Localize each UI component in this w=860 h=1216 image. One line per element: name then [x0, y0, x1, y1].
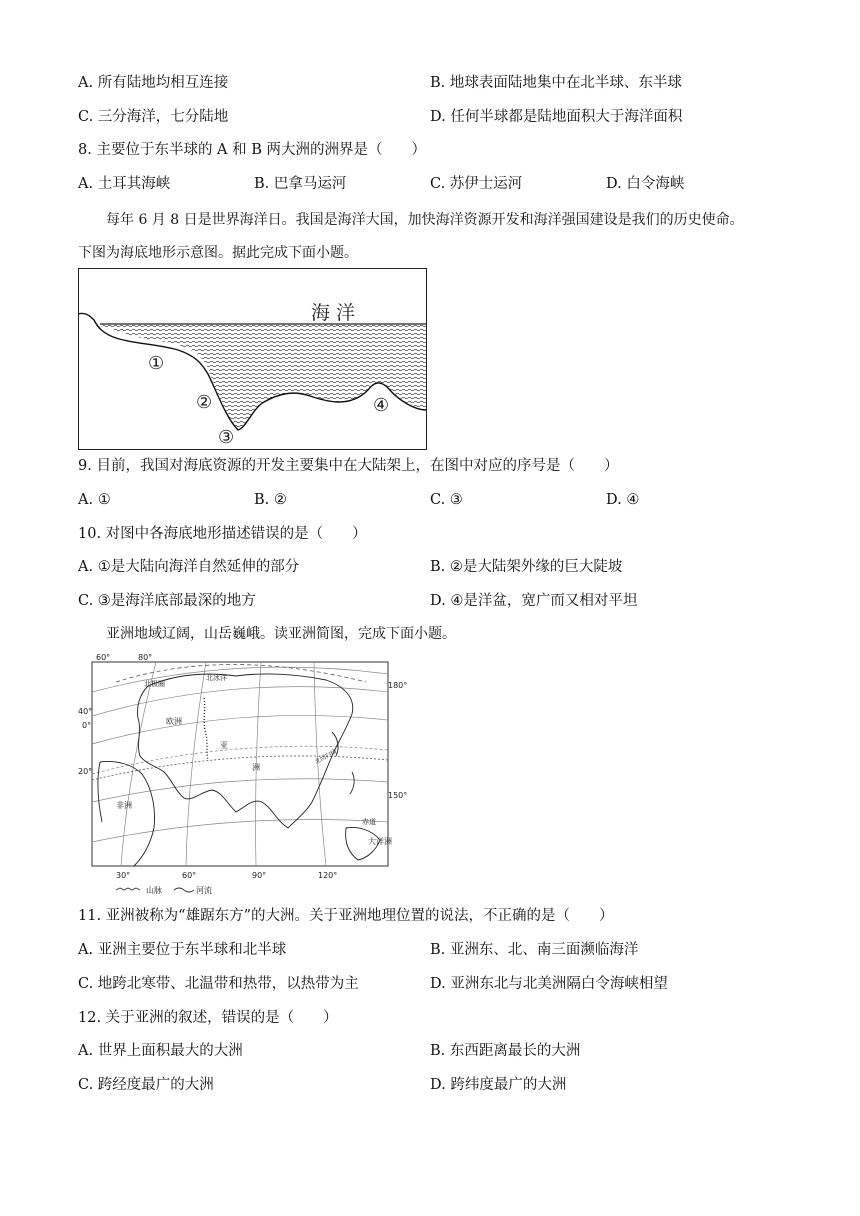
legend-mountain-icon — [116, 888, 140, 890]
passage-ocean-line1: 每年 6 月 8 日是世界海洋日。我国是海洋大国，加快海洋资源开发和海洋强国建设是我们的历史使命。 — [106, 212, 744, 228]
lat-label-40: 40° — [78, 707, 93, 716]
seafloor-diagram — [78, 268, 428, 450]
lat-label-20: 20° — [78, 767, 93, 776]
legend-river-label: 河流 — [196, 886, 212, 895]
q12-option-a: A. 世界上面积最大的大洲 — [78, 1043, 243, 1059]
label-europe: 欧洲 — [166, 717, 182, 726]
q8-option-c: C. 苏伊士运河 — [430, 176, 523, 192]
lon-label-180: 180° — [388, 681, 408, 690]
label-3: ③ — [218, 427, 235, 448]
label-asia-zhou: 洲 — [252, 763, 260, 772]
lon-label-60: 60° — [182, 871, 197, 880]
q10-option-d: D. ④是洋盆，宽广而又相对平坦 — [430, 593, 638, 609]
ocean-label: 海 洋 — [311, 302, 356, 324]
q8-option-a: A. 土耳其海峡 — [78, 176, 171, 192]
asia-map — [76, 652, 416, 898]
label-oceania: 大洋洲 — [368, 837, 392, 846]
label-asia-ya: 亚 — [220, 741, 228, 750]
q9-option-c: C. ③ — [430, 492, 463, 508]
q11-option-c: C. 地跨北寒带、北温带和热带，以热带为主 — [78, 976, 359, 992]
lon-label-120: 120° — [318, 871, 338, 880]
q11-option-a: A. 亚洲主要位于东半球和北半球 — [78, 942, 287, 958]
q7-option-d: D. 任何半球都是陆地面积大于海洋面积 — [430, 109, 683, 125]
lat-label-60: 60° — [96, 653, 111, 662]
q12-option-c: C. 跨经度最广的大洲 — [78, 1077, 214, 1093]
passage-ocean — [78, 204, 818, 270]
q11-option-b: B. 亚洲东、北、南三面濒临海洋 — [430, 942, 639, 958]
label-arctic-ocean: 北冰洋 — [206, 674, 227, 682]
q10-option-b: B. ②是大陆架外缘的巨大陡坡 — [430, 559, 623, 575]
q8-option-b: B. 巴拿马运河 — [254, 176, 347, 192]
q7-option-c: C. 三分海洋，七分陆地 — [78, 109, 229, 125]
label-tropic: 北回归线 — [313, 748, 339, 766]
legend-river-icon — [174, 888, 194, 892]
q12-option-b: B. 东西距离最长的大洲 — [430, 1043, 581, 1059]
label-equator: 赤道 — [362, 818, 376, 826]
passage-ocean-line2: 下图为海底地形示意图。据此完成下面小题。 — [78, 245, 358, 261]
q10-option-a: A. ①是大陆向海洋自然延伸的部分 — [78, 559, 300, 575]
lat-label-0: 0° — [82, 721, 92, 730]
label-africa: 非洲 — [116, 801, 132, 810]
q10-option-c: C. ③是海洋底部最深的地方 — [78, 593, 256, 609]
lon-label-30: 30° — [116, 871, 131, 880]
q11-option-d: D. 亚洲东北与北美洲隔白令海峡相望 — [430, 976, 668, 992]
q8-option-d: D. 白令海峡 — [606, 176, 685, 192]
label-4: ④ — [373, 395, 390, 416]
lon-label-150: 150° — [388, 791, 408, 800]
q7-option-b: B. 地球表面陆地集中在北半球、东半球 — [430, 75, 682, 91]
q8-stem: 8. 主要位于东半球的 A 和 B 两大洲的洲界是（ ） — [78, 142, 427, 158]
legend-mountain-label: 山脉 — [146, 886, 162, 895]
q10-stem: 10. 对图中各海底地形描述错误的是（ ） — [78, 526, 367, 542]
lon-label-90: 90° — [252, 871, 267, 880]
q11-stem: 11. 亚洲被称为“雄踞东方”的大洲。关于亚洲地理位置的说法，不正确的是（ ） — [78, 908, 614, 924]
label-2: ② — [196, 392, 213, 413]
map-frame — [92, 662, 388, 866]
label-arctic-circle: 北极圈 — [144, 680, 165, 688]
q7-option-a: A. 所有陆地均相互连接 — [78, 75, 229, 91]
q12-stem: 12. 关于亚洲的叙述，错误的是（ ） — [78, 1010, 338, 1026]
q12-option-d: D. 跨纬度最广的大洲 — [430, 1077, 567, 1093]
label-1: ① — [148, 353, 165, 374]
passage-asia: 亚洲地域辽阔，山岳巍峨。读亚洲简图，完成下面小题。 — [106, 626, 456, 642]
q9-option-d: D. ④ — [606, 492, 640, 508]
lat-label-80: 80° — [138, 653, 153, 662]
q9-stem: 9. 目前，我国对海底资源的开发主要集中在大陆架上，在图中对应的序号是（ ） — [78, 458, 619, 474]
q9-option-a: A. ① — [78, 492, 111, 508]
q9-option-b: B. ② — [254, 492, 287, 508]
